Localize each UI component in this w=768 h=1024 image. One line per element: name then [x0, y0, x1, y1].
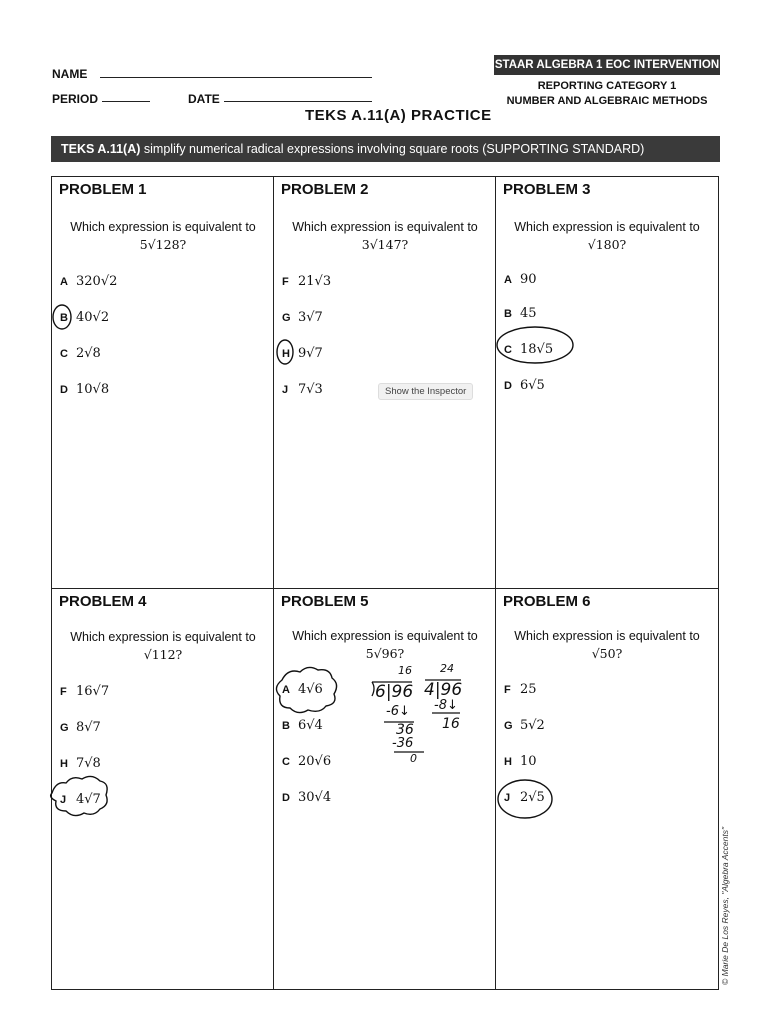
- option-letter: G: [282, 312, 291, 324]
- option-letter: G: [60, 722, 69, 734]
- option-value: 25: [520, 682, 537, 697]
- problem-title: PROBLEM 5: [281, 593, 369, 610]
- handwriting: 36: [396, 722, 414, 738]
- option-value: 320√2: [76, 274, 118, 289]
- option-value: 7√3: [298, 382, 323, 397]
- option-value: 40√2: [76, 310, 110, 325]
- handwriting: 16: [442, 716, 460, 732]
- handwriting: 16: [398, 664, 412, 677]
- option-letter: C: [282, 756, 290, 768]
- answer-circle-p3: [497, 327, 573, 363]
- option-letter: B: [282, 720, 290, 732]
- period-label: PERIOD: [52, 92, 99, 106]
- handwriting: 24: [440, 662, 454, 675]
- answer-circle-p2: [277, 340, 293, 364]
- option-value: 10√8: [76, 382, 110, 397]
- option-letter: G: [504, 720, 513, 732]
- show-inspector-tooltip[interactable]: Show the Inspector: [378, 383, 473, 400]
- question-expression: √50?: [591, 646, 623, 661]
- question-text: Which expression is equivalent to: [514, 220, 700, 234]
- option-value: 30√4: [298, 790, 332, 805]
- option-letter: D: [504, 380, 512, 392]
- question-text: Which expression is equivalent to: [70, 630, 256, 644]
- question-expression: √180?: [587, 237, 627, 252]
- option-letter: D: [60, 384, 68, 396]
- option-value: 18√5: [520, 342, 554, 357]
- option-letter: A: [504, 274, 512, 286]
- option-value: 10: [520, 754, 537, 769]
- option-value: 8√7: [76, 720, 101, 735]
- option-value: 6√4: [298, 718, 323, 733]
- handwriting: 6|96: [375, 682, 414, 702]
- option-letter: J: [282, 384, 289, 396]
- answer-circle-p1: [53, 305, 71, 329]
- option-value: 90: [520, 272, 537, 287]
- question-text: Which expression is equivalent to: [292, 629, 478, 643]
- question-expression: 3√147?: [361, 237, 409, 252]
- option-letter: F: [282, 276, 289, 288]
- option-letter: D: [282, 792, 290, 804]
- option-value: 2√5: [520, 790, 545, 805]
- question-expression: √112?: [143, 647, 183, 662]
- teks-description: simplify numerical radical expressions involving square roots (SUPPORTING STANDARD): [140, 142, 645, 156]
- problem-title: PROBLEM 3: [503, 181, 591, 198]
- option-letter: A: [282, 684, 290, 696]
- question-text: Which expression is equivalent to: [70, 220, 256, 234]
- question-text: Which expression is equivalent to: [514, 629, 700, 643]
- option-letter: B: [60, 312, 68, 324]
- reporting-category-subtitle: NUMBER AND ALGEBRAIC METHODS: [506, 95, 708, 107]
- option-value: 4√7: [76, 792, 101, 807]
- option-letter: C: [504, 344, 512, 356]
- option-value: 20√6: [298, 754, 332, 769]
- reporting-category: REPORTING CATEGORY 1: [537, 80, 677, 92]
- problem-title: PROBLEM 6: [503, 593, 591, 610]
- problem-title: PROBLEM 1: [59, 181, 147, 198]
- option-letter: H: [60, 758, 68, 770]
- question-expression: 5√96?: [365, 646, 405, 661]
- option-letter: H: [504, 756, 512, 768]
- date-label: DATE: [188, 92, 220, 106]
- option-value: 6√5: [520, 378, 545, 393]
- question-expression: 5√128?: [139, 237, 187, 252]
- option-value: 2√8: [76, 346, 101, 361]
- option-letter: B: [504, 308, 512, 320]
- answer-cloud-p5: [276, 667, 336, 712]
- option-value: 16√7: [76, 684, 110, 699]
- option-letter: J: [60, 794, 67, 806]
- option-value: 21√3: [298, 274, 332, 289]
- problem-title: PROBLEM 4: [59, 593, 147, 610]
- answer-cloud-p4: [51, 776, 107, 815]
- option-value: 5√2: [520, 718, 545, 733]
- staar-badge: STAAR ALGEBRA 1 EOC INTERVENTION: [494, 55, 720, 75]
- handwriting: 4|96: [424, 680, 463, 700]
- option-letter: A: [60, 276, 68, 288]
- copyright-note: © Marie De Los Reyes, "Algebra Accents": [720, 827, 730, 985]
- option-letter: J: [504, 792, 511, 804]
- option-value: 9√7: [298, 346, 323, 361]
- handwriting: -6↓: [386, 704, 410, 719]
- handwriting: -8↓: [434, 698, 458, 713]
- option-value: 7√8: [76, 756, 101, 771]
- handwriting: -36: [392, 736, 414, 751]
- option-value: 4√6: [298, 682, 323, 697]
- answer-circle-p6: [498, 780, 552, 818]
- question-text: Which expression is equivalent to: [292, 220, 478, 234]
- option-letter: F: [60, 686, 67, 698]
- page-title: TEKS A.11(A) PRACTICE: [305, 107, 492, 124]
- option-value: 3√7: [298, 310, 323, 325]
- option-value: 45: [520, 306, 537, 321]
- problem-title: PROBLEM 2: [281, 181, 369, 198]
- option-letter: C: [60, 348, 68, 360]
- name-label: NAME: [52, 67, 88, 81]
- teks-code: TEKS A.11(A): [61, 142, 141, 156]
- handwriting: 0: [410, 752, 417, 765]
- option-letter: F: [504, 684, 511, 696]
- division-bracket: [372, 682, 374, 696]
- option-letter: H: [282, 348, 290, 360]
